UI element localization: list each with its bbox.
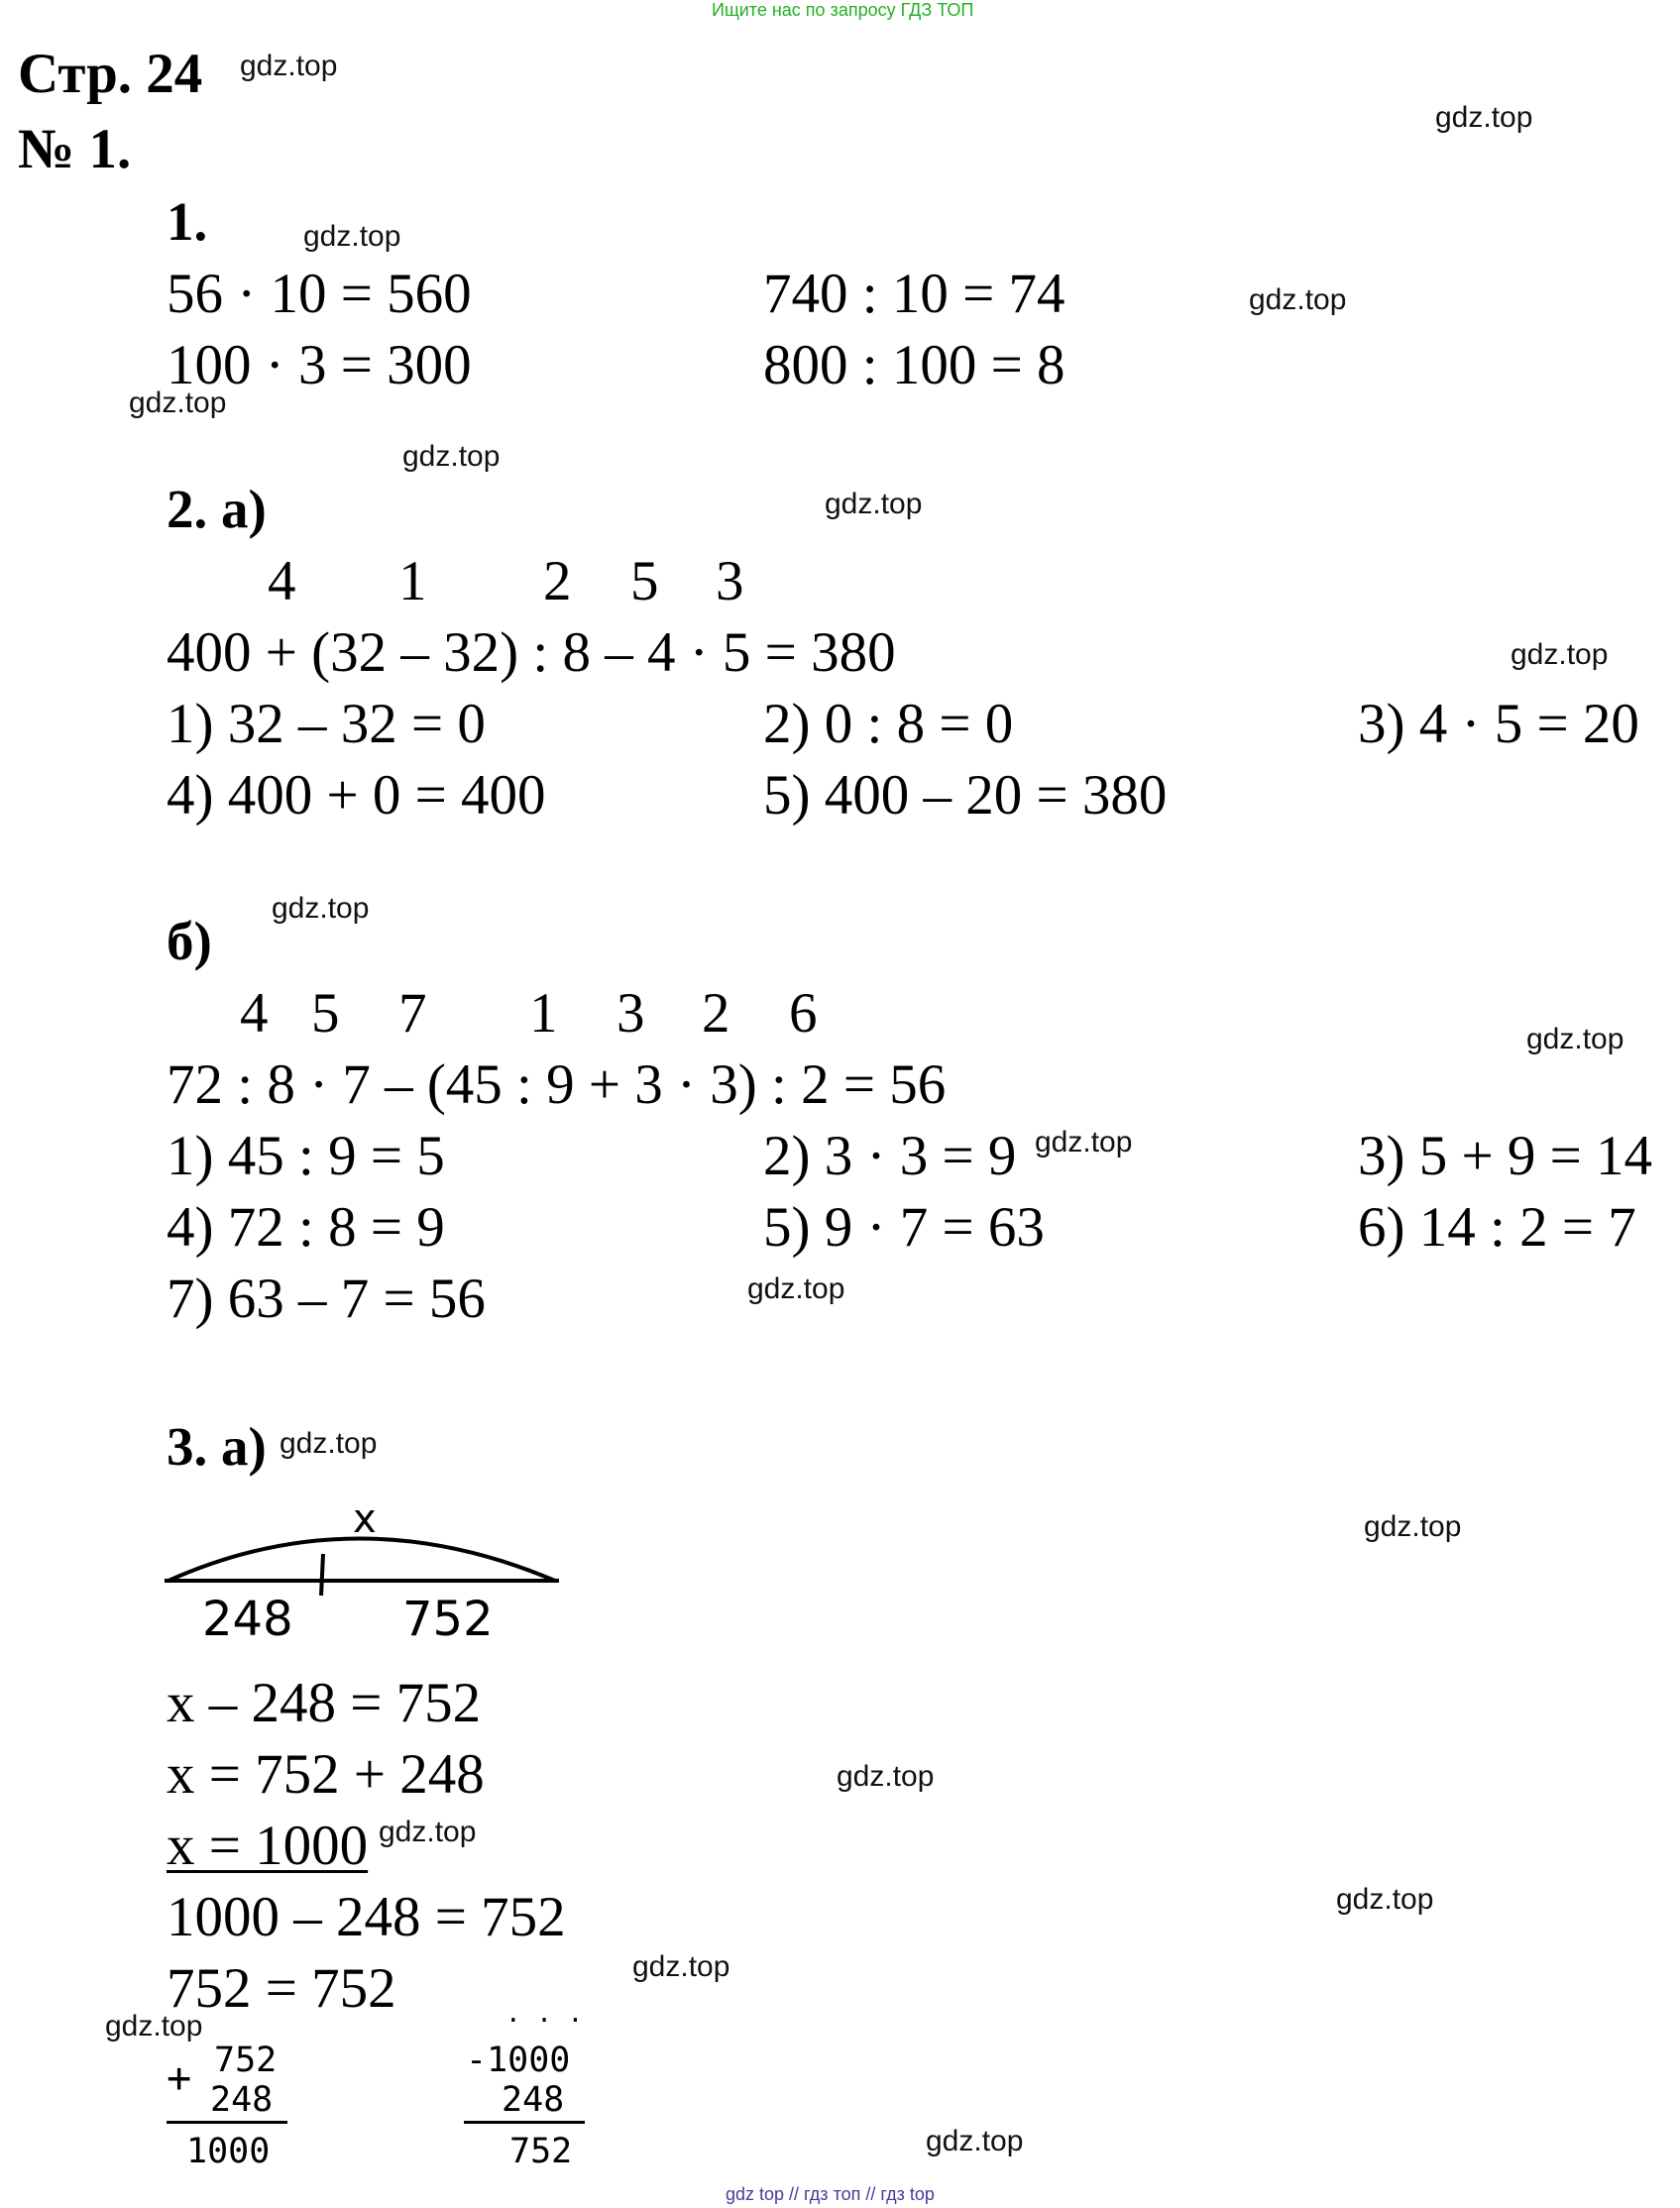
watermark: gdz.top bbox=[1249, 283, 1347, 316]
page-title: Стр. 24 bbox=[18, 43, 203, 105]
task2b-step-5: 5) 9 · 7 = 63 bbox=[763, 1196, 1045, 1259]
task2b-order-3: 7 bbox=[398, 982, 427, 1045]
watermark: gdz.top bbox=[825, 488, 923, 520]
task2b-order-1: 4 bbox=[240, 982, 269, 1045]
task2b-step-3: 3) 5 + 9 = 14 bbox=[1358, 1125, 1653, 1187]
task2b-step-1: 1) 45 : 9 = 5 bbox=[167, 1125, 445, 1187]
watermark: gdz.top bbox=[272, 892, 370, 925]
watermark: gdz.top bbox=[129, 386, 227, 419]
task1-label: 1. bbox=[167, 191, 208, 252]
diagram-right-label: 752 bbox=[402, 1592, 494, 1647]
task1-eq1: 56 · 10 = 560 bbox=[167, 263, 472, 325]
column-add-sign: + bbox=[167, 2053, 192, 2102]
watermark: gdz.top bbox=[1035, 1126, 1133, 1159]
task2a-step-4: 4) 400 + 0 = 400 bbox=[167, 764, 546, 827]
task2a-order-5: 3 bbox=[716, 550, 744, 612]
task3a-answer: x = 1000 bbox=[167, 1815, 369, 1877]
diagram-top-label: x bbox=[353, 1496, 377, 1542]
task2b-label: б) bbox=[167, 911, 212, 971]
watermark: gdz.top bbox=[303, 220, 401, 253]
exercise-number: № 1. bbox=[18, 118, 132, 180]
task2b-order-4: 1 bbox=[529, 982, 558, 1045]
task2b-order-7: 6 bbox=[789, 982, 818, 1045]
watermark: gdz.top bbox=[747, 1272, 845, 1305]
diagram-arc bbox=[168, 1539, 555, 1582]
column-sub-a: -1000 bbox=[466, 2041, 571, 2080]
watermark: gdz.top bbox=[1526, 1023, 1624, 1055]
watermark: gdz.top bbox=[1364, 1510, 1462, 1543]
column-add-rule bbox=[167, 2121, 287, 2124]
task2a-step-1: 1) 32 – 32 = 0 bbox=[167, 693, 486, 755]
task3a-check-result: 752 = 752 bbox=[167, 1957, 396, 2020]
task2b-step-7: 7) 63 – 7 = 56 bbox=[167, 1268, 486, 1330]
task2a-step-5: 5) 400 – 20 = 380 bbox=[763, 764, 1168, 827]
task2b-order-5: 3 bbox=[616, 982, 645, 1045]
column-sub-rule bbox=[464, 2121, 585, 2124]
task3a-check-line: 1000 – 248 = 752 bbox=[167, 1886, 566, 1948]
task2a-order-1: 4 bbox=[268, 550, 296, 612]
task1-eq4: 800 : 100 = 8 bbox=[763, 334, 1065, 396]
diagram-left-label: 248 bbox=[202, 1592, 293, 1647]
task2b-order-2: 5 bbox=[311, 982, 340, 1045]
task1-eq3: 100 · 3 = 300 bbox=[167, 334, 472, 396]
column-add-result: 1000 bbox=[186, 2132, 271, 2171]
task2b-step-2: 2) 3 · 3 = 9 bbox=[763, 1125, 1017, 1187]
task2a-order-2: 1 bbox=[398, 550, 427, 612]
task2a-label: 2. а) bbox=[167, 479, 267, 539]
task3a-line-1: x – 248 = 752 bbox=[167, 1672, 482, 1734]
column-add-b: 248 bbox=[210, 2080, 274, 2120]
task2a-expression: 400 + (32 – 32) : 8 – 4 · 5 = 380 bbox=[167, 621, 896, 684]
watermark: gdz.top bbox=[280, 1427, 378, 1460]
column-sub-result: 752 bbox=[509, 2132, 573, 2171]
watermark: gdz.top bbox=[402, 440, 501, 473]
watermark: gdz.top bbox=[632, 1950, 730, 1983]
task2b-step-6: 6) 14 : 2 = 7 bbox=[1358, 1196, 1636, 1259]
task2a-order-4: 5 bbox=[630, 550, 659, 612]
bottom-banner[interactable]: gdz top // гдз топ // гдз top bbox=[726, 2184, 935, 2204]
task3a-line-2: x = 752 + 248 bbox=[167, 1743, 485, 1806]
watermark: gdz.top bbox=[379, 1816, 477, 1848]
watermark: gdz.top bbox=[837, 1760, 935, 1793]
task2b-order-6: 2 bbox=[702, 982, 730, 1045]
task2a-order-3: 2 bbox=[543, 550, 572, 612]
watermark: gdz.top bbox=[1435, 101, 1533, 134]
column-add-a: 752 bbox=[214, 2041, 278, 2080]
watermark: gdz.top bbox=[240, 50, 338, 82]
column-sub-dots: · · · bbox=[505, 2006, 584, 2036]
task3a-label: 3. а) bbox=[167, 1416, 267, 1477]
watermark: gdz.top bbox=[1511, 638, 1609, 671]
diagram-divider bbox=[321, 1554, 323, 1596]
task2b-expression: 72 : 8 · 7 – (45 : 9 + 3 · 3) : 2 = 56 bbox=[167, 1053, 947, 1116]
task2a-step-3: 3) 4 · 5 = 20 bbox=[1358, 693, 1639, 755]
watermark: gdz.top bbox=[926, 2125, 1024, 2157]
watermark: gdz.top bbox=[105, 2010, 203, 2042]
task2b-step-4: 4) 72 : 8 = 9 bbox=[167, 1196, 445, 1259]
top-banner[interactable]: Ищите нас по запросу ГДЗ ТОП bbox=[712, 0, 974, 20]
task1-eq2: 740 : 10 = 74 bbox=[763, 263, 1065, 325]
watermark: gdz.top bbox=[1336, 1883, 1434, 1916]
segment-diagram bbox=[159, 1487, 575, 1655]
column-sub-b: 248 bbox=[502, 2080, 565, 2120]
task2a-step-2: 2) 0 : 8 = 0 bbox=[763, 693, 1014, 755]
